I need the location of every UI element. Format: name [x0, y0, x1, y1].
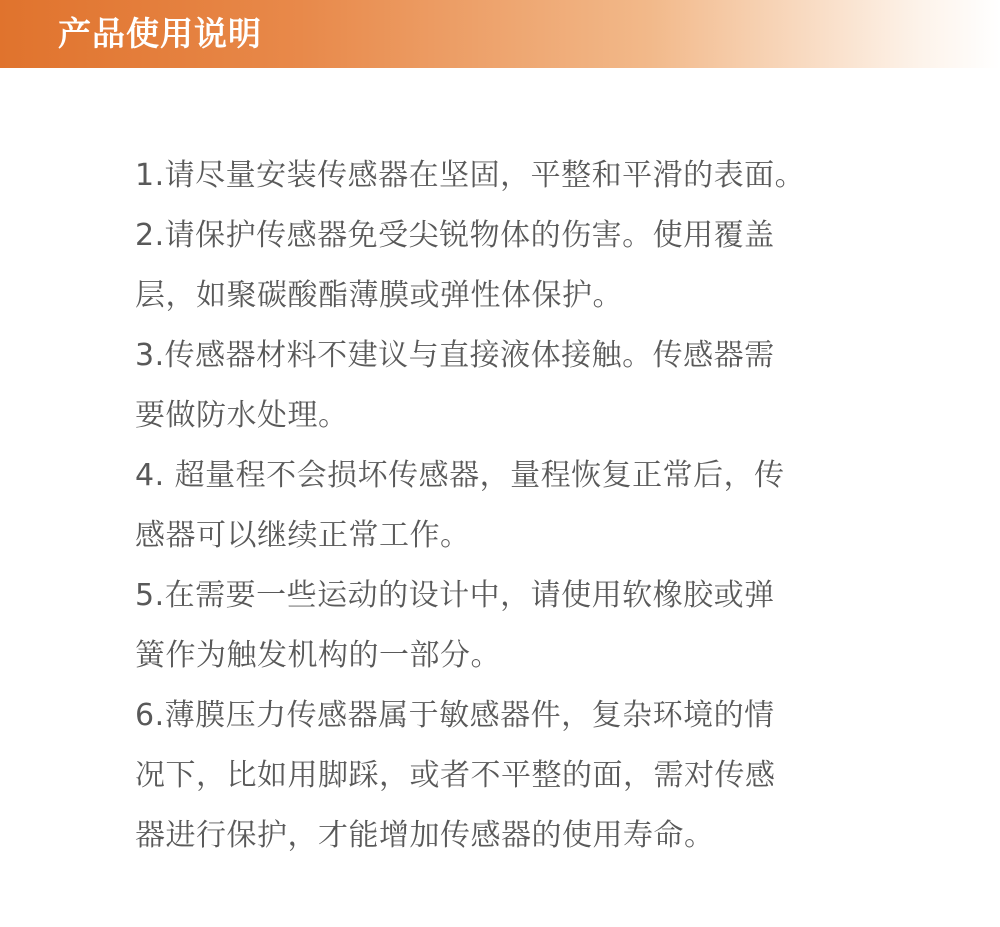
instruction-line: 5.在需要一些运动的设计中，请使用软橡胶或弹 — [135, 578, 775, 613]
instruction-line: 2.请保护传感器免受尖锐物体的伤害。使用覆盖 — [135, 218, 775, 253]
instruction-line: 6.薄膜压力传感器属于敏感器件，复杂环境的情 — [135, 698, 775, 733]
instruction-line: 1.请尽量安装传感器在坚固，平整和平滑的表面。 — [135, 158, 806, 193]
header-bar — [0, 0, 1000, 68]
page-title: 产品使用说明 — [58, 14, 262, 53]
instruction-line: 簧作为触发机构的一部分。 — [135, 638, 501, 673]
instruction-line: 况下，比如用脚踩，或者不平整的面，需对传感 — [135, 758, 776, 793]
instruction-line: 感器可以继续正常工作。 — [135, 518, 471, 553]
instruction-line: 层，如聚碳酸酯薄膜或弹性体保护。 — [135, 278, 623, 313]
instruction-line: 器进行保护，才能增加传感器的使用寿命。 — [135, 818, 715, 853]
instruction-line: 要做防水处理。 — [135, 398, 349, 433]
instruction-line: 4. 超量程不会损坏传感器，量程恢复正常后，传 — [135, 458, 785, 493]
instructions-list — [135, 146, 895, 866]
instruction-line: 3.传感器材料不建议与直接液体接触。传感器需 — [135, 338, 775, 373]
